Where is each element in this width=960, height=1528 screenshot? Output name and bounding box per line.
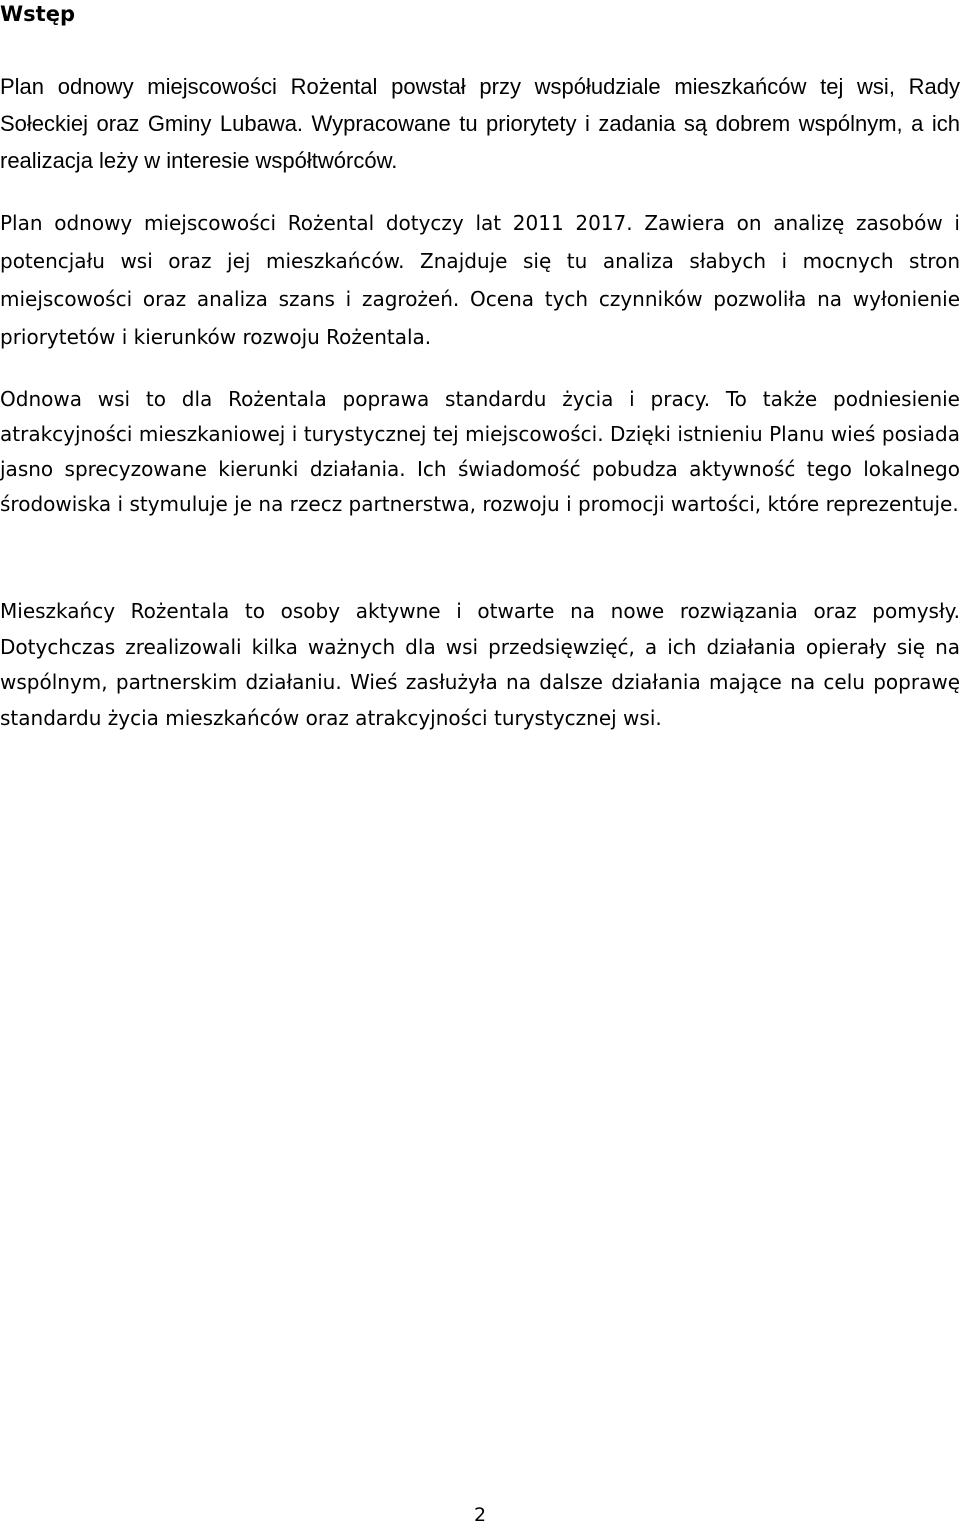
- page-number: 2: [473, 1504, 487, 1526]
- paragraph-residents: Mieszkańcy Rożentala to osoby aktywne i otwarte na nowe rozwiązania oraz pomysły. Dotychczas zrealizowali kilka ważnych dla wsi przedsięwzięć, a ich działania opierały się na wspólnym, partnerskim działaniu. Wieś zasłużyła na dalsze działania mające na celu poprawę standardu życia mieszkańców oraz atrakcyjności turystycznej wsi.: [0, 599, 960, 730]
- section-heading: Wstęp: [0, 2, 75, 26]
- paragraph-intro: Plan odnowy miejscowości Rożental powstał przy współudziale mieszkańców tej wsi, Rady Sołeckiej oraz Gminy Lubawa. Wypracowane tu priorytety i zadania są dobrem wspólnym, a ich realizacja leży w interesie współtwórców.: [0, 74, 960, 173]
- paragraph-renewal: Odnowa wsi to dla Rożentala poprawa standardu życia i pracy. To także podniesienie atrakcyjności mieszkaniowej i turystycznej tej miejscowości. Dzięki istnieniu Planu wieś posiada jasno sprecyzowane kierunki działania. Ich świadomość pobudza aktywność tego lokalnego środowiska i stymuluje je na rzecz partnerstwa, rozwoju i promocji wartości, które reprezentuje.: [0, 387, 960, 516]
- paragraph-plan-scope: Plan odnowy miejscowości Rożental dotyczy lat 2011 2017. Zawiera on analizę zasobów i potencjału wsi oraz jej mieszkańców. Znajduje się tu analiza słabych i mocnych stron miejscowości oraz analiza szans i zagrożeń. Ocena tych czynników pozwoliła na wyłonienie priorytetów i kierunków rozwoju Rożentala.: [0, 211, 960, 349]
